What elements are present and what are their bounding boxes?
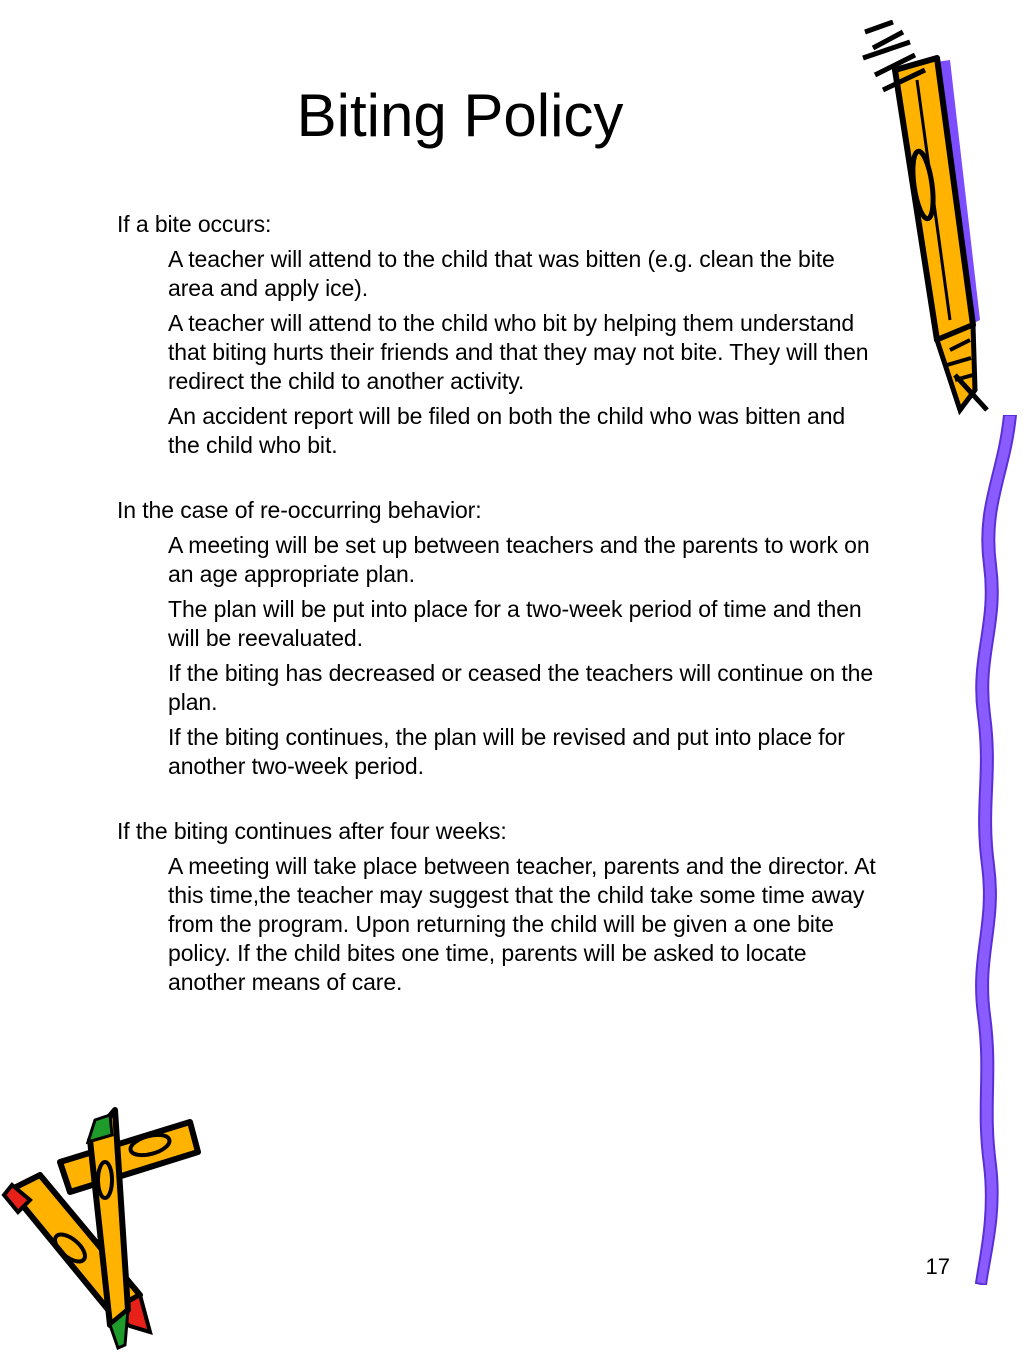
section-items — [117, 245, 877, 460]
page-number: 17 — [925, 1254, 950, 1279]
list-item: If the biting continues, the plan will be revised and put into place for another two-week period. — [168, 724, 845, 779]
list-item: The plan will be put into place for a two-week period of time and then will be reevaluated. — [168, 596, 862, 651]
section-bite-occurs — [117, 210, 877, 460]
section-items — [117, 852, 877, 997]
crayons-clipart-icon — [0, 1100, 210, 1350]
slide-title: Biting Policy — [296, 82, 624, 149]
squiggle-border-icon — [968, 415, 1024, 1285]
slide-body — [117, 210, 877, 1033]
list-item: A teacher will attend to the child that was bitten (e.g. clean the bite area and apply ice). — [168, 246, 835, 301]
list-item: A teacher will attend to the child who bit by helping them understand that biting hurts their friends and that they may not bite. They will then redirect the child to another activity. — [168, 310, 869, 394]
list-item: A meeting will be set up between teachers and the parents to work on an age appropriate plan. — [168, 532, 870, 587]
section-heading: If a bite occurs: — [117, 211, 272, 237]
section-after-four-weeks — [117, 817, 877, 997]
list-item: An accident report will be filed on both the child who was bitten and the child who bit. — [168, 403, 846, 458]
section-reoccurring-behavior — [117, 496, 877, 781]
list-item: A meeting will take place between teacher, parents and the director. At this time,the teacher may suggest that the child take some time away from the program. Upon returning the child will be given a one bite policy. If the child bites one time, parents will be asked to locate another means of care. — [168, 853, 876, 995]
section-items — [117, 531, 877, 781]
section-heading: In the case of re-occurring behavior: — [117, 497, 482, 523]
list-item: If the biting has decreased or ceased the teachers will continue on the plan. — [168, 660, 874, 715]
section-heading: If the biting continues after four weeks: — [117, 818, 507, 844]
